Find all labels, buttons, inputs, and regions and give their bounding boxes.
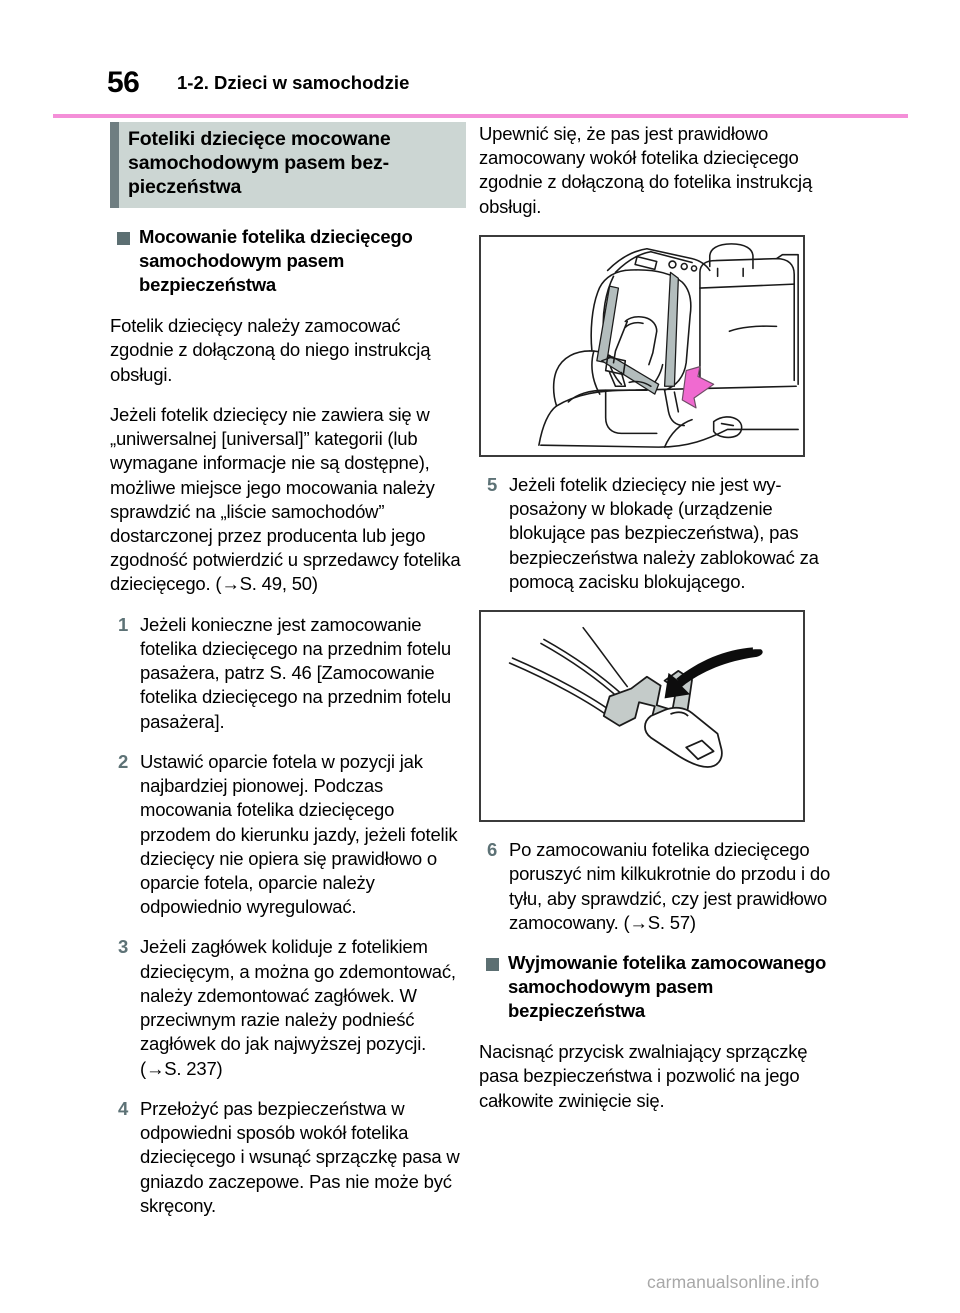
subheading-wyjmowanie-fotelika [479, 951, 835, 1023]
step-text: Jeżeli fotelik dziecięcy nie jest wyposażony w blokadę (urządzenie blokujące pas bezpieczeństwa), pas bezpieczeństwa należy zablokować za pomocą zacisku blokującego. [509, 473, 819, 592]
step-number: 2 [118, 750, 129, 772]
closing-paragraph: Nacisnąć przycisk zwalniający sprzączkę pasa bezpieczeństwa i pozwolić na jego całkowite zwinięcie się. [479, 1041, 808, 1111]
belt-lock-clip-illustration [479, 610, 805, 822]
intro-paragraph-2: Jeżeli fotelik dziecięcy nie zawiera się w „uniwersalnej [universal]” kategorii (lub wymagane informacje nie są dostępne), możliwe miejsce jego mocowania należy sprawdzić na „liście samochodów” dostarczonej przez producenta lub jego zgodność potwierdzić u sprzedawcy fotelika dziecięcego. (→S. 49, 50) [110, 403, 461, 595]
step-number: 4 [118, 1097, 129, 1119]
subheading-text: Wyjmowanie fotelika zamocowanego samochodowym pasem bezpieczeństwa [508, 952, 827, 1022]
section-title-band [110, 122, 466, 208]
watermark: carmanualsonline.info [647, 1272, 820, 1292]
step-item [479, 473, 835, 594]
square-bullet-icon [486, 958, 499, 971]
step-item [110, 935, 466, 1080]
step-number: 6 [487, 839, 498, 861]
page-number: 56 [107, 66, 140, 99]
header-divider [53, 114, 908, 118]
right-intro-paragraph: Upewnić się, że pas jest prawidłowo zamocowany wokół fotelika dziecięcego zgodnie z dołączoną do fotelika instrukcją obsługi. [479, 123, 813, 217]
child-seat-on-rear-bench-illustration [479, 235, 805, 457]
pink-arrow-icon [682, 367, 713, 408]
step-text: Ustawić oparcie fotela w pozycji jak najbardziej pionowej. Podczas mocowania fotelika dziecięcego przodem do kierunku jazdy, jeżeli fotelik dziecięcy nie opiera się prawidłowo o oparcie fotela, oparcie należy odpowiednio wyregulować. [140, 750, 458, 918]
step-item [110, 1097, 466, 1218]
square-bullet-icon [117, 232, 130, 245]
step-text: Jeżeli konieczne jest zamocowanie fotelika dziecięcego na przednim fotelu pasażera, patrz S. 46 [Zamocowanie fotelika dziecięcego na przednim fotelu pasażera]. [140, 613, 451, 732]
step-item [110, 613, 466, 734]
step-number: 5 [487, 473, 498, 495]
section-title-text: Foteliki dziecięce mocowane samochodowym pasem bezpieczeństwa [119, 122, 466, 208]
step-text: Przełożyć pas bezpieczeństwa w odpowiedni sposób wokół fotelika dziecięcego i wsunąć sprzączkę pasa w gniazdo zaczepowe. Pas nie może być skręcony. [140, 1097, 460, 1216]
step-text: Po zamocowaniu fotelika dziecięcego poruszyć nim kilkukrotnie do przodu i do tyłu, aby sprawdzić, czy jest prawidłowo zamocowany. (→S. 57) [509, 839, 831, 933]
page-title: 1-2. Dzieci w samochodzie [177, 72, 410, 93]
section-title-accent-bar [110, 122, 119, 208]
subheading-mocowanie-fotelika [110, 225, 466, 297]
step-item [479, 838, 835, 935]
step-text: Jeżeli zagłówek koliduje z fotelikiem dziecięcym, a można go zdemontować, należy zdemontować zagłówek. W przeciwnym razie należy podnieść zagłówek do jak najwyższej pozycji. (→S. 237) [140, 936, 456, 1079]
page-header [0, 0, 960, 118]
intro-paragraph-1: Fotelik dziecięcy należy zamocować zgodnie z dołączoną do niego instrukcją obsługi. [110, 315, 431, 385]
subheading-text: Mocowanie fotelika dziecięcego samochodowym pasem bezpieczeństwa [139, 225, 413, 296]
step-item [110, 750, 466, 920]
right-column [479, 122, 835, 1113]
step-number: 1 [118, 613, 129, 635]
left-column [110, 122, 466, 1234]
step-number: 3 [118, 936, 129, 958]
